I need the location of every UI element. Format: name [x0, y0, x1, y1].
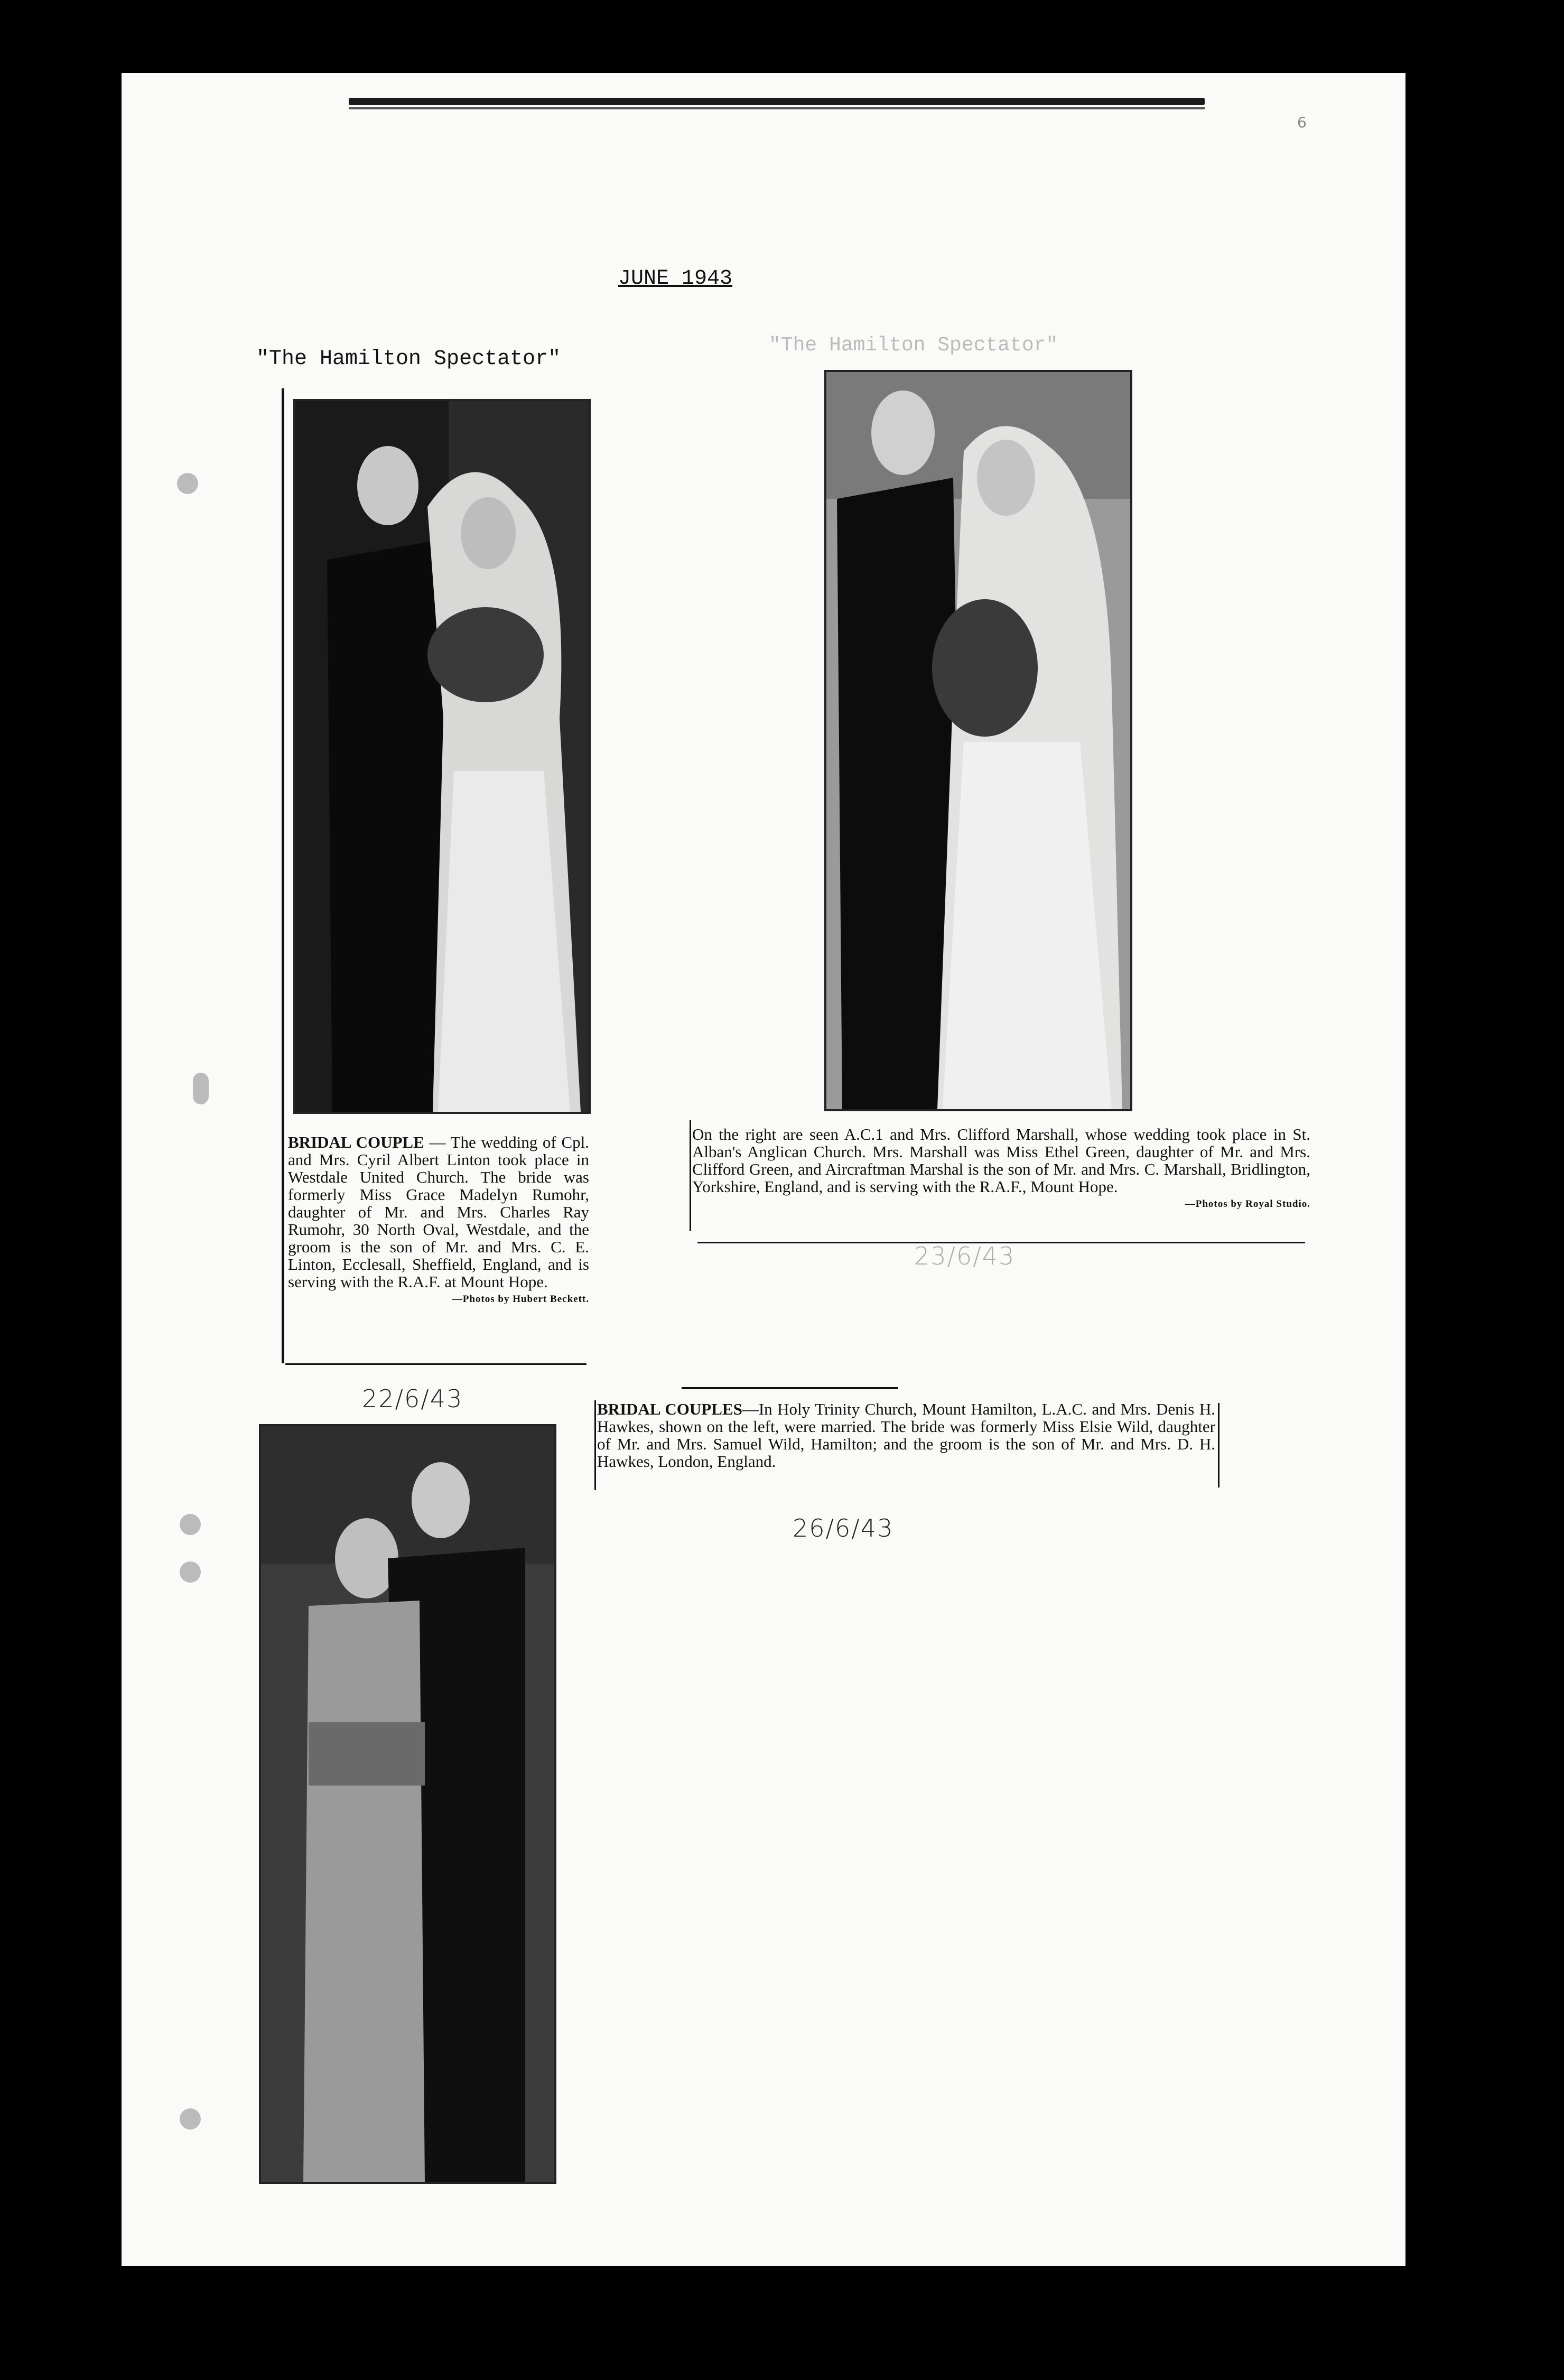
caption-marshall-body: On the right are seen A.C.1 and Mrs. Clifford Marshall, whose wedding took place in St. Alban's Anglican Church. Mrs. Marshall was Miss Ethel Green, daughter of Mr. and Mrs. Clifford Green, and Aircraftman Marshal is the son of Mr. and Mrs. C. Marshall, Bridlington, Yorkshire, England, and is serving with the R.A.F., Mount Hope. [692, 1125, 1310, 1196]
caption-hawkes [597, 1400, 1215, 1470]
top-rule [349, 98, 1205, 105]
clipping-3-right-rule [1218, 1403, 1219, 1488]
wedding-photo-linton [293, 399, 591, 1114]
source-label-left: "The Hamilton Spectator" [256, 347, 561, 371]
corner-mark: 6 [1297, 114, 1307, 131]
caption-marshall [692, 1126, 1310, 1213]
top-rule-shadow [349, 107, 1205, 109]
wedding-photo-marshall [824, 370, 1132, 1111]
clipping-1-bottom-rule [285, 1363, 586, 1365]
caption-linton [288, 1133, 589, 1308]
caption-linton-lead: BRIDAL COUPLE [288, 1133, 424, 1151]
clipping-3-top-rule [682, 1387, 898, 1389]
photo-credit-royal-studio: —Photos by Royal Studio. [1185, 1198, 1310, 1210]
punch-hole [193, 1073, 209, 1104]
wedding-photo-hawkes [259, 1424, 556, 2184]
source-label-right: "The Hamilton Spectator" [769, 334, 1058, 357]
punch-hole [180, 1561, 201, 1583]
handwritten-date-marshall: 23/6/43 [914, 1242, 1016, 1270]
clipping-3-left-rule [594, 1400, 596, 1490]
clipping-2-left-rule [690, 1120, 691, 1231]
handwritten-date-linton: 22/6/43 [362, 1384, 463, 1413]
punch-hole [180, 2108, 201, 2130]
photo-credit-beckett: —Photos by Hubert Beckett. [452, 1294, 589, 1305]
punch-hole [177, 473, 198, 494]
page-date-header: JUNE 1943 [618, 267, 733, 291]
punch-hole [180, 1514, 201, 1535]
caption-hawkes-lead: BRIDAL COUPLES [597, 1400, 742, 1418]
clipping-1-edge [282, 388, 284, 1363]
handwritten-date-hawkes: 26/6/43 [793, 1514, 894, 1542]
caption-linton-body: — The wedding of Cpl. and Mrs. Cyril Albert Linton took place in Westdale United Church. The bride was formerly Miss Grace Madelyn Rumohr, daughter of Mr. and Mrs. Charles Ray Rumohr, 30 North Oval, Westdale, and the groom is the son of Mr. and Mrs. C. E. Linton, Ecclesall, Sheffield, England, and is serving with the R.A.F. at Mount Hope. [288, 1133, 589, 1291]
caption-hawkes-body: —In Holy Trinity Church, Mount Hamilton, L.A.C. and Mrs. Denis H. Hawkes, shown on the left, were married. The bride was formerly Miss Elsie Wild, daughter of Mr. and Mrs. Samuel Wild, Hamilton; and the groom is the son of Mr. and Mrs. D. H. Hawkes, London, England. [597, 1400, 1215, 1471]
